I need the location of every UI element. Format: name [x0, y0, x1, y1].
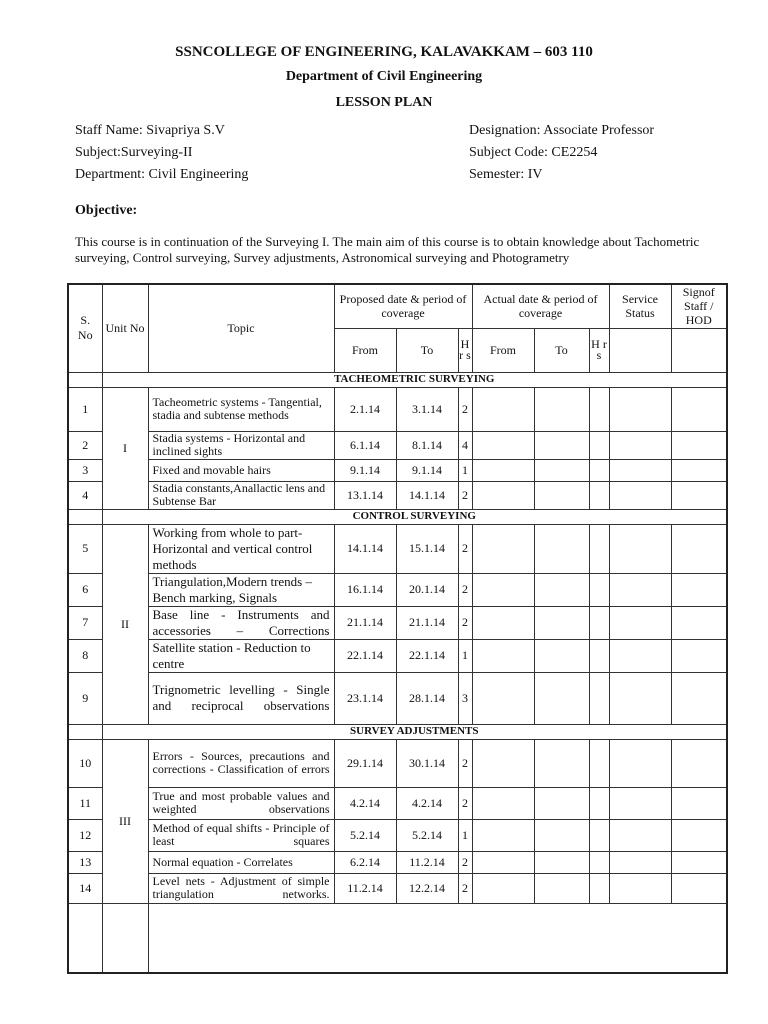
proposed-from-cell: 9.1.14: [334, 459, 396, 481]
actual-hrs-cell: [589, 639, 609, 672]
section-title: SURVEY ADJUSTMENTS: [102, 724, 727, 739]
topic-cell: Base line - Instruments and accessories – Corrections: [148, 606, 334, 639]
actual-hrs-cell: [589, 524, 609, 573]
proposed-from-cell: 22.1.14: [334, 639, 396, 672]
service-status-cell: [609, 524, 671, 573]
service-status-cell: [609, 739, 671, 787]
sno-cell: 8: [68, 639, 102, 672]
sno-cell: 13: [68, 851, 102, 873]
proposed-to-cell: 4.2.14: [396, 787, 458, 819]
proposed-hrs-cell: 2: [458, 606, 472, 639]
actual-hrs-cell: [589, 672, 609, 724]
table-row: [68, 819, 727, 851]
section-row: [68, 724, 727, 739]
table-row: [68, 639, 727, 672]
service-status-cell: [609, 606, 671, 639]
sno-cell: 5: [68, 524, 102, 573]
sno-cell: 14: [68, 873, 102, 903]
actual-hrs-cell: [589, 431, 609, 459]
actual-to-cell: [534, 573, 589, 606]
unit-cell: [102, 903, 148, 973]
table-row: [68, 573, 727, 606]
proposed-to-cell: 5.2.14: [396, 819, 458, 851]
section-title: CONTROL SURVEYING: [102, 509, 727, 524]
table-row: [68, 873, 727, 903]
proposed-from-header: From: [334, 328, 396, 372]
proposed-to-cell: 3.1.14: [396, 387, 458, 431]
section-row: [68, 372, 727, 387]
proposed-hrs-cell: 4: [458, 431, 472, 459]
table-row: [68, 851, 727, 873]
topic-cell: Satellite station - Reduction to centre: [148, 639, 334, 672]
sign-cell: [671, 481, 727, 509]
topic-cell: Trignometric levelling - Single and reciprocal observations: [148, 672, 334, 724]
proposed-hrs-cell: 2: [458, 524, 472, 573]
table-row: [68, 481, 727, 509]
proposed-to-cell: 15.1.14: [396, 524, 458, 573]
actual-from-cell: [472, 387, 534, 431]
sign-header: Signof Staff / HOD: [671, 284, 727, 328]
sno-cell: 10: [68, 739, 102, 787]
actual-to-cell: [534, 873, 589, 903]
actual-from-cell: [472, 459, 534, 481]
proposed-to-header: To: [396, 328, 458, 372]
proposed-from-cell: 4.2.14: [334, 787, 396, 819]
proposed-header: Proposed date & period of coverage: [334, 284, 472, 328]
actual-from-cell: [472, 481, 534, 509]
actual-to-cell: [534, 524, 589, 573]
actual-hrs-header: H r s: [589, 328, 609, 372]
actual-to-cell: [534, 431, 589, 459]
topic-cell: Method of equal shifts - Principle of least squares: [148, 819, 334, 851]
sno-cell: [68, 903, 102, 973]
empty-row: [68, 903, 727, 973]
topic-cell: Fixed and movable hairs: [148, 459, 334, 481]
sign-cell: [671, 739, 727, 787]
blank-area: [148, 903, 727, 973]
actual-from-cell: [472, 851, 534, 873]
service-status-cell: [609, 387, 671, 431]
objective-text: This course is in continuation of the Surveying I. The main aim of this course is to obtain knowledge about Tachometric surveying, Control surveying, Survey adjustments, Astronomical surveying and Photogrametry: [75, 234, 700, 265]
sno-cell: 6: [68, 573, 102, 606]
actual-to-cell: [534, 787, 589, 819]
table-row: [68, 787, 727, 819]
proposed-hrs-cell: 2: [458, 851, 472, 873]
objective-heading: Objective:: [75, 203, 138, 218]
service-status-cell: [609, 873, 671, 903]
actual-hrs-cell: [589, 851, 609, 873]
actual-to-header: To: [534, 328, 589, 372]
actual-from-cell: [472, 787, 534, 819]
table-row: [68, 459, 727, 481]
sno-cell: 3: [68, 459, 102, 481]
header-row-1: [68, 284, 727, 328]
service-status-header: Service Status: [609, 284, 671, 328]
topic-cell: Errors - Sources, precautions and corrections - Classification of errors: [148, 739, 334, 787]
staff-name: Staff Name: Sivapriya S.V: [75, 123, 225, 138]
proposed-hrs-cell: 2: [458, 387, 472, 431]
actual-hrs-cell: [589, 481, 609, 509]
proposed-from-cell: 14.1.14: [334, 524, 396, 573]
proposed-to-cell: 14.1.14: [396, 481, 458, 509]
college-title: SSNCOLLEGE OF ENGINEERING, KALAVAKKAM – 603 110: [175, 44, 593, 60]
actual-from-cell: [472, 873, 534, 903]
sign-cell: [671, 639, 727, 672]
proposed-from-cell: 21.1.14: [334, 606, 396, 639]
actual-hrs-cell: [589, 739, 609, 787]
actual-hrs-cell: [589, 819, 609, 851]
unit-cell: II: [102, 524, 148, 724]
proposed-to-cell: 9.1.14: [396, 459, 458, 481]
sign-cell: [671, 873, 727, 903]
service-status-cell: [609, 459, 671, 481]
unit-header: Unit No: [102, 284, 148, 372]
proposed-from-cell: 5.2.14: [334, 819, 396, 851]
designation: Designation: Associate Professor: [469, 123, 655, 138]
proposed-to-cell: 22.1.14: [396, 639, 458, 672]
service-status-cell: [609, 481, 671, 509]
service-status-cell: [609, 431, 671, 459]
proposed-hrs-cell: 1: [458, 459, 472, 481]
proposed-from-cell: 23.1.14: [334, 672, 396, 724]
section-sno-blank: [68, 372, 102, 387]
actual-hrs-cell: [589, 787, 609, 819]
section-sno-blank: [68, 724, 102, 739]
sno-cell: 11: [68, 787, 102, 819]
actual-hrs-cell: [589, 606, 609, 639]
table-row: [68, 739, 727, 787]
actual-to-cell: [534, 819, 589, 851]
sign-cell: [671, 606, 727, 639]
actual-to-cell: [534, 606, 589, 639]
table-row: [68, 431, 727, 459]
proposed-to-cell: 21.1.14: [396, 606, 458, 639]
lesson-plan-table: [67, 283, 728, 974]
table-row: [68, 524, 727, 573]
actual-from-header: From: [472, 328, 534, 372]
service-status-cell: [609, 328, 671, 372]
sno-cell: 1: [68, 387, 102, 431]
section-row: [68, 509, 727, 524]
actual-from-cell: [472, 431, 534, 459]
sno-cell: 4: [68, 481, 102, 509]
actual-hrs-cell: [589, 459, 609, 481]
sign-cell: [671, 851, 727, 873]
proposed-to-cell: 11.2.14: [396, 851, 458, 873]
actual-from-cell: [472, 819, 534, 851]
actual-to-cell: [534, 851, 589, 873]
actual-to-cell: [534, 481, 589, 509]
topic-cell: Level nets - Adjustment of simple triangulation networks.: [148, 873, 334, 903]
proposed-hrs-header: H r s: [458, 328, 472, 372]
sno-cell: 7: [68, 606, 102, 639]
proposed-from-cell: 6.2.14: [334, 851, 396, 873]
sno-cell: 9: [68, 672, 102, 724]
proposed-from-cell: 6.1.14: [334, 431, 396, 459]
actual-to-cell: [534, 739, 589, 787]
proposed-hrs-cell: 2: [458, 573, 472, 606]
actual-from-cell: [472, 606, 534, 639]
actual-from-cell: [472, 672, 534, 724]
sno-cell: 2: [68, 431, 102, 459]
proposed-from-cell: 13.1.14: [334, 481, 396, 509]
proposed-from-cell: 11.2.14: [334, 873, 396, 903]
sign-cell: [671, 672, 727, 724]
proposed-hrs-cell: 2: [458, 739, 472, 787]
service-status-cell: [609, 819, 671, 851]
sign-cell: [671, 431, 727, 459]
section-sno-blank: [68, 509, 102, 524]
department-title: Department of Civil Engineering: [285, 69, 483, 84]
sno-cell: 12: [68, 819, 102, 851]
actual-hrs-cell: [589, 387, 609, 431]
sign-cell: [671, 524, 727, 573]
sign-cell: [671, 387, 727, 431]
actual-to-cell: [534, 459, 589, 481]
actual-header: Actual date & period of coverage: [472, 284, 609, 328]
proposed-to-cell: 8.1.14: [396, 431, 458, 459]
proposed-to-cell: 28.1.14: [396, 672, 458, 724]
proposed-hrs-cell: 1: [458, 819, 472, 851]
proposed-to-cell: 20.1.14: [396, 573, 458, 606]
sign-cell: [671, 787, 727, 819]
proposed-hrs-cell: 2: [458, 787, 472, 819]
service-status-cell: [609, 787, 671, 819]
proposed-from-cell: 16.1.14: [334, 573, 396, 606]
proposed-hrs-cell: 2: [458, 873, 472, 903]
sign-cell: [671, 573, 727, 606]
actual-to-cell: [534, 639, 589, 672]
service-status-cell: [609, 672, 671, 724]
topic-cell: True and most probable values and weighted observations: [148, 787, 334, 819]
unit-cell: I: [102, 387, 148, 509]
topic-cell: Stadia systems - Horizontal and inclined sights: [148, 431, 334, 459]
actual-to-cell: [534, 672, 589, 724]
topic-cell: Working from whole to part- Horizontal and vertical control methods: [148, 524, 334, 573]
subject-code: Subject Code: CE2254: [469, 145, 598, 160]
proposed-from-cell: 29.1.14: [334, 739, 396, 787]
topic-cell: Tacheometric systems - Tangential, stadia and subtense methods: [148, 387, 334, 431]
sno-header: S. No: [68, 284, 102, 372]
subject-name: Subject:Surveying-II: [75, 145, 193, 160]
proposed-from-cell: 2.1.14: [334, 387, 396, 431]
sign-cell: [671, 328, 727, 372]
proposed-to-cell: 30.1.14: [396, 739, 458, 787]
unit-cell: III: [102, 739, 148, 903]
sign-cell: [671, 459, 727, 481]
proposed-hrs-cell: 2: [458, 481, 472, 509]
topic-cell: Stadia constants,Anallactic lens and Subtense Bar: [148, 481, 334, 509]
topic-header: Topic: [148, 284, 334, 372]
sign-cell: [671, 819, 727, 851]
actual-to-cell: [534, 387, 589, 431]
actual-from-cell: [472, 639, 534, 672]
service-status-cell: [609, 851, 671, 873]
table-row: [68, 387, 727, 431]
proposed-hrs-cell: 1: [458, 639, 472, 672]
actual-from-cell: [472, 524, 534, 573]
service-status-cell: [609, 573, 671, 606]
table-row: [68, 672, 727, 724]
department-info: Department: Civil Engineering: [75, 167, 249, 182]
proposed-hrs-cell: 3: [458, 672, 472, 724]
actual-from-cell: [472, 573, 534, 606]
service-status-cell: [609, 639, 671, 672]
actual-hrs-cell: [589, 573, 609, 606]
section-title: TACHEOMETRIC SURVEYING: [102, 372, 727, 387]
actual-from-cell: [472, 739, 534, 787]
topic-cell: Triangulation,Modern trends – Bench marking, Signals: [148, 573, 334, 606]
semester: Semester: IV: [469, 167, 543, 182]
table-row: [68, 606, 727, 639]
topic-cell: Normal equation - Correlates: [148, 851, 334, 873]
proposed-to-cell: 12.2.14: [396, 873, 458, 903]
actual-hrs-cell: [589, 873, 609, 903]
document-title: LESSON PLAN: [335, 95, 433, 110]
